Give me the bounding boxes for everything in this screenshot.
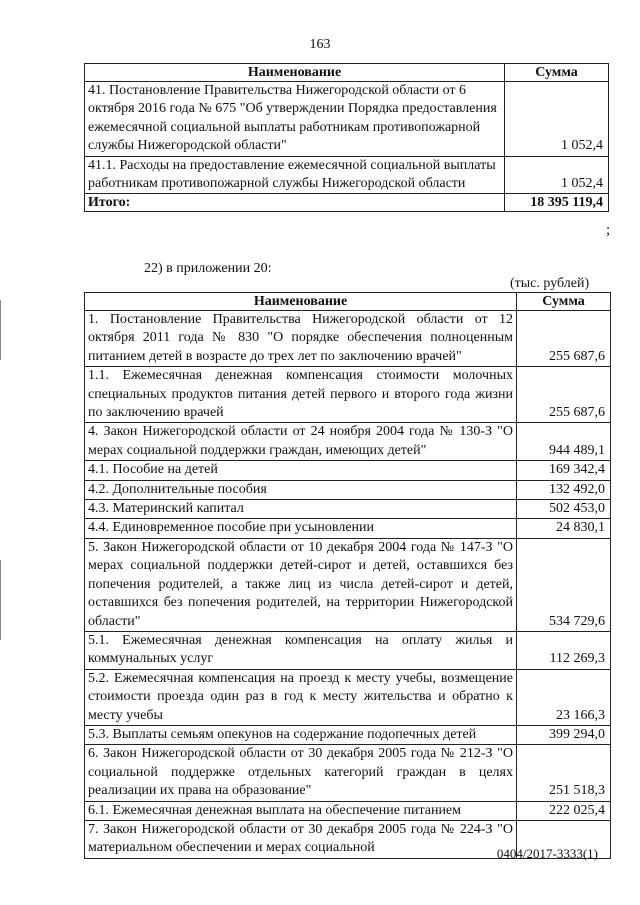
table-body: [85, 311, 611, 859]
row-sum: 255 687,6: [517, 367, 611, 423]
row-name: 6.1. Ежемесячная денежная выплата на обеспечение питанием: [85, 801, 517, 820]
table-terminator: ;: [606, 222, 611, 238]
row-name: 4.3. Материнский капитал: [85, 500, 517, 519]
table-header-row: [85, 64, 609, 82]
table-row: [85, 669, 611, 725]
document-code: 0404/2017-3333(1): [496, 846, 598, 861]
table-row: [85, 367, 611, 423]
row-sum: 1 052,4: [505, 156, 609, 194]
table-header-row: [85, 293, 611, 311]
table-row: [85, 538, 611, 631]
table-row: [85, 82, 609, 157]
table-row: [85, 156, 609, 194]
section-heading: 22) в приложении 20:: [144, 261, 272, 276]
table-body: [85, 82, 609, 194]
row-name: 4. Закон Нижегородской области от 24 ноября 2004 года № 130-З "О мерах социальной поддержки граждан, имеющих детей": [85, 423, 517, 461]
row-sum: 23 166,3: [517, 669, 611, 725]
table-row: [85, 745, 611, 801]
row-sum: 251 518,3: [517, 745, 611, 801]
total-sum: 18 395 119,4: [505, 194, 609, 212]
column-header-sum: Сумма: [517, 293, 611, 311]
appendix-table-1: [84, 63, 609, 212]
row-name: 7. Закон Нижегородской области от 30 декабря 2005 года № 224-З "О материальном обеспечении и мерах социальной: [85, 820, 517, 858]
total-label: Итого:: [85, 194, 505, 212]
row-name: 1.1. Ежемесячная денежная компенсация стоимости молочных специальных продуктов питания детей первого и второго года жизни по заключению врачей: [85, 367, 517, 423]
table-row: [85, 631, 611, 669]
row-sum: 399 294,0: [517, 725, 611, 744]
row-name: 5. Закон Нижегородской области от 10 декабря 2004 года № 147-З "О мерах социальной поддержки детей-сирот и детей, оставшихся без попечения родителей, а также лиц из числа детей-сирот и детей, оставшихся без попечения родителей, на территории Нижегородской области": [85, 538, 517, 631]
row-name: 4.1. Пособие на детей: [85, 461, 517, 480]
row-name: 4.4. Единовременное пособие при усыновлении: [85, 519, 517, 538]
row-sum: 169 342,4: [517, 461, 611, 480]
row-name: 41. Постановление Правительства Нижегородской области от 6 октября 2016 года № 675 "Об утверждении Порядка предоставления ежемесячной социальной выплаты работникам противопожарной службы Нижегородской области": [85, 82, 505, 157]
row-sum: 534 729,6: [517, 538, 611, 631]
column-header-sum: Сумма: [505, 64, 609, 82]
row-sum: 112 269,3: [517, 631, 611, 669]
row-name: 1. Постановление Правительства Нижегородской области от 12 октября 2011 года № 830 "О порядке обеспечения полноценным питанием детей в возрасте до трех лет по заключению врачей": [85, 311, 517, 367]
row-sum: 1 052,4: [505, 82, 609, 157]
row-sum: 502 453,0: [517, 500, 611, 519]
column-header-name: Наименование: [85, 293, 517, 311]
table-row: [85, 461, 611, 480]
page-number: 163: [309, 37, 331, 52]
scan-edge-mark: [0, 300, 9, 360]
row-name: 6. Закон Нижегородской области от 30 декабря 2005 года № 212-З "О социальной поддержке отдельных категорий граждан в целях реализации их права на образование": [85, 745, 517, 801]
appendix-table-2: [84, 292, 611, 859]
row-sum: 255 687,6: [517, 311, 611, 367]
table-row: [85, 801, 611, 820]
scan-edge-mark: [0, 560, 9, 640]
row-name: 5.2. Ежемесячная компенсация на проезд к месту учебы, возмещение стоимости проезда один раз в год к месту жительства и обратно к месту учебы: [85, 669, 517, 725]
table-row: [85, 500, 611, 519]
row-name: 5.3. Выплаты семьям опекунов на содержание подопечных детей: [85, 725, 517, 744]
total-row: [85, 194, 609, 212]
table-row: [85, 311, 611, 367]
row-name: 41.1. Расходы на предоставление ежемесячной социальной выплаты работникам противопожарной службы Нижегородской области: [85, 156, 505, 194]
row-sum: 944 489,1: [517, 423, 611, 461]
table-row: [85, 725, 611, 744]
row-sum: 132 492,0: [517, 480, 611, 499]
table-row: [85, 480, 611, 499]
row-sum: 222 025,4: [517, 801, 611, 820]
table-row: [85, 519, 611, 538]
row-sum: 24 830,1: [517, 519, 611, 538]
row-name: 4.2. Дополнительные пособия: [85, 480, 517, 499]
column-header-name: Наименование: [85, 64, 505, 82]
row-name: 5.1. Ежемесячная денежная компенсация на оплату жилья и коммунальных услуг: [85, 631, 517, 669]
unit-note: (тыс. рублей): [510, 276, 590, 291]
table-row: [85, 423, 611, 461]
